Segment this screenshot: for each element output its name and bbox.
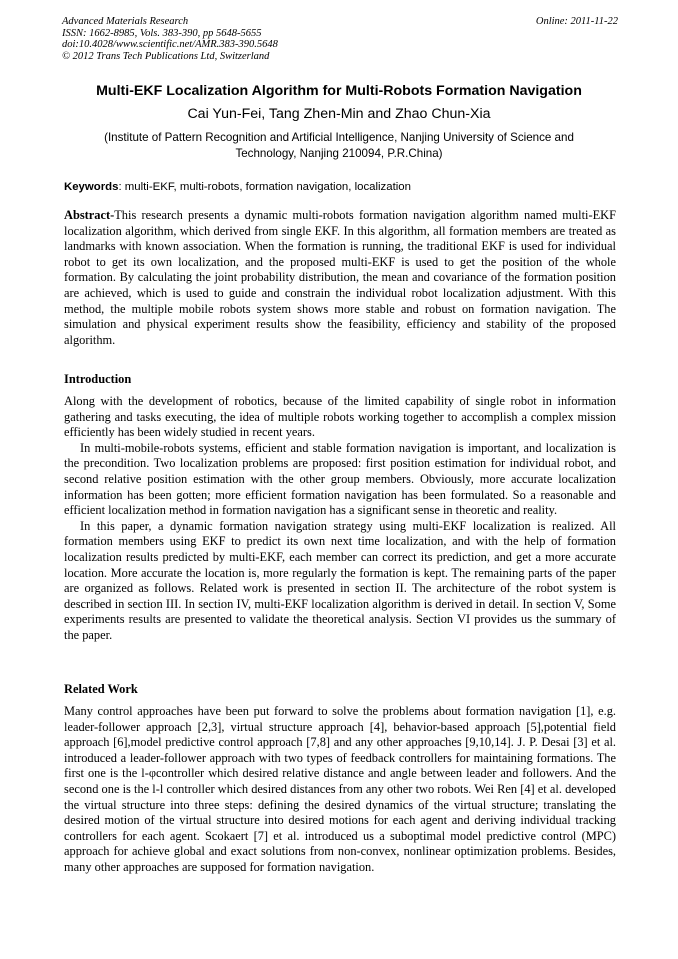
keywords bbox=[64, 180, 616, 195]
keywords-label: Keywords bbox=[64, 181, 119, 193]
section-heading-introduction: Introduction bbox=[64, 372, 132, 386]
keywords-text: : multi-EKF, multi-robots, formation navigation, localization bbox=[118, 181, 411, 193]
author-list: Cai Yun-Fei, Tang Zhen-Min and Zhao Chun-Xia bbox=[187, 106, 491, 122]
journal-header bbox=[62, 16, 618, 62]
paragraph: In multi-mobile-robots systems, efficient and stable formation navigation is important, and localization is the precondition. Two localization problems are proposed: first position estimation for individual robot, and second relative position estimation with the other group members. Obviously, more accurate localization information has been gotten; more efficient formation navigation has been formulated. So a reasonable and efficient localization method in formation navigation has a significant sense in theoretic and reality. bbox=[64, 440, 616, 518]
online-date: Online: 2011-11-22 bbox=[535, 16, 618, 27]
paragraph: Along with the development of robotics, because of the limited capability of single robot in information gathering and tasks executing, the idea of multiple robots working together to accomplish a complex mission efficiently has been widely studied in recent years. bbox=[64, 394, 616, 440]
section-heading-related-work: Related Work bbox=[64, 682, 138, 696]
related-work-body bbox=[64, 704, 616, 876]
paper-title: Multi-EKF Localization Algorithm for Multi-Robots Formation Navigation bbox=[96, 83, 582, 99]
abstract-label: Abstract- bbox=[64, 208, 115, 222]
doi-line: doi:10.4028/www.scientific.net/AMR.383-390.5648 bbox=[62, 39, 278, 51]
affiliation: (Institute of Pattern Recognition and Artificial Intelligence, Nanjing University of Science and Technology, Nanjing 210094, P.R.China) bbox=[104, 131, 574, 160]
copyright-line: © 2012 Trans Tech Publications Ltd, Switzerland bbox=[62, 50, 270, 62]
abstract-text: This research presents a dynamic multi-robots formation navigation algorithm named multi-EKF localization algorithm, which derived from single EKF. In this algorithm, all formation members are treated as landmarks with known association. When the formation is running, the traditional EKF is used for individual robot to get its own localization, and the proposed multi-EKF is used to get the position of the whole formation. By calculating the joint probability distribution, the mean and covariance of the formation position are achieved, which is used to guide and constrain the individual robot localization adjustment. With this method, the multiple mobile robots system shows more stable and robust on formation navigation. The simulation and physical experiment results show the feasibility, efficiency and stability of the proposed algorithm. bbox=[64, 208, 616, 347]
journal-name: Advanced Materials Research bbox=[62, 16, 189, 27]
introduction-body bbox=[64, 394, 616, 644]
paragraph: In this paper, a dynamic formation navigation strategy using multi-EKF localization is realized. All formation members using EKF to predict its own next time localization, and with the help of formation localization results predicted by multi-EKF, each member can correct its prediction, and get a more accurate location. More accurate the location is, more regularly the formation is kept. The remaining parts of the paper are organized as follows. Related work is presented in section II. The architecture of the robot system is described in section III. In section IV, multi-EKF localization algorithm is derived in detail. In section V, Some experiments results are presented to validate the theoretical analysis. Section VI provides us the summary of the paper. bbox=[64, 518, 616, 642]
paragraph: Many control approaches have been put forward to solve the problems about formation navigation [1], e.g. leader-follower approach [2,3], virtual structure approach [4], behavior-based approach [5],potential field approach [6],model predictive control approach [7,8] and any other approaches [9,10,14]. J. P. Desai [3] et al. introduced a leader-follower approach with two types of feedback controllers for maintaining formations. The first one is the l-φcontroller which desired relative distance and angle between leader and followers. And the second one is the l-l controller which desired distances from any other two robots. Wei Ren [4] et al. developed the virtual structure into three steps: defining the desired dynamics of the virtual structure; translating the desired motion of the virtual structure into desired motions for each agent and deriving individual tracking controllers for each agent. Scokaert [7] et al. introduced us a suboptimal model predictive control (MPC) approach for achieve global and exact solutions from non-convex, nonlinear optimization problems. Besides, many other approaches are supposed for formation navigation. bbox=[64, 704, 616, 874]
abstract bbox=[64, 208, 616, 348]
issn-line: ISSN: 1662-8985, Vols. 383-390, pp 5648-5655 bbox=[62, 27, 262, 39]
